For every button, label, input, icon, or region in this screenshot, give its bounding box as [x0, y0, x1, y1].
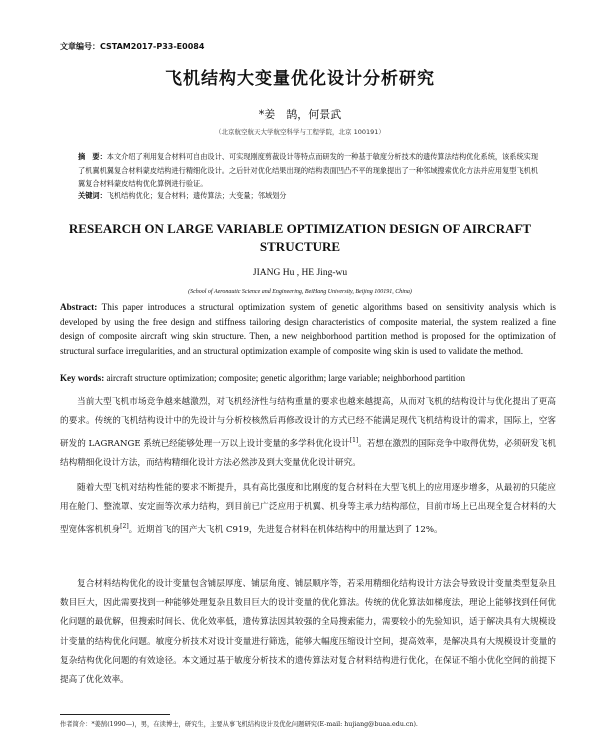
abstract-english-label: Abstract: — [60, 302, 98, 312]
title-chinese: 飞机结构大变量优化设计分析研究 — [165, 69, 435, 89]
keywords-chinese-text: 飞机结构优化；复合材料；遗传算法；大变量；邻域划分 — [106, 191, 287, 200]
body-paragraph-3-text: 复合材料结构优化的设计变量包含铺层厚度、铺层角度、铺层顺序等，若采用精细化结构设计方法会导致设计变量类型复杂且数目巨大，因此需要找到一种能够处理复杂且数目巨大的设计变量的优化算法。传统的优化算法如梯度法，理论上能够找到任何优化问题的最优解，但搜索时间长、优化效率低，遗传算法因其较强的全局搜索能力，需要较小的先验知识，适于解决具有大规模设计变量的结构优化问题。敏度分析技术对设计变量进行筛选，能够大幅度压缩设计空间，提高效率，是解决具有大规模设计变量的复杂结构优化问题的有效途径。本文通过基于敏度分析技术的遗传算法对复合材料结构进行优化，在保证不缩小优化空间的前提下提高了优化效率。 — [60, 579, 556, 686]
body-paragraph-2-text-b: 。近期首飞的国产大飞机 C919，先进复合材料在机体结构中的用量达到了 12%。 — [128, 525, 443, 536]
body-paragraph-1 — [60, 393, 556, 474]
body-paragraph-1-text-b: 。若想在激烈的国际竞争中取得优势，必须研发飞机结构精细化设计方法，而结构精细化设计方法必然涉及到大变量优化设计研究。 — [60, 439, 556, 469]
author-footnote: 作者简介：*姜鹄(1990—)，男，在读博士，研究生，主要从事飞机结构设计及优化问题研究(E-mail: hujiang@buaa.edu.cn). — [60, 721, 418, 728]
keywords-chinese — [78, 191, 540, 201]
authors-english: JIANG Hu , HE Jing-wu — [252, 268, 348, 278]
affiliation-english: (School of Aeronautic Science and Engineering, BeiHang University, Beijing 100191, China) — [188, 289, 412, 295]
keywords-english — [60, 373, 560, 383]
abstract-chinese — [78, 150, 540, 191]
keywords-english-text: aircraft structure optimization; composite; genetic algorithm; large variable; neighborhood partition — [104, 373, 465, 383]
abstract-chinese-label: 摘 要： — [78, 152, 107, 161]
body-paragraph-3 — [60, 575, 556, 690]
citation-1: [1] — [349, 437, 359, 445]
authors-chinese: *姜 鹄，何景武 — [258, 108, 342, 121]
abstract-chinese-text: 本文介绍了利用复合材料可自由设计、可实现刚度剪裁设计等特点而研发的一种基于敏度分析技术的遗传算法结构优化系统，该系统实现了机翼机翼复合材料蒙皮结构进行精细化设计。之后针对优化结果出现的结构表面凹凸不平的现象提出了一种邻域搜索优化方法并应用复型飞机机翼复合材料蒙皮结构优化算例进行验证。 — [78, 152, 539, 188]
citation-2: [2] — [120, 523, 129, 531]
abstract-english — [60, 300, 556, 358]
abstract-english-text: This paper introduces a structural optimization system of genetic algorithms based on sensitivity analysis which is developed by using the free design and stiffness tailoring design characteristics of composite material, the system realized a fine design of composite aircraft wing skin structure. Then, a new neighborhood partition method is proposed for the optimization of structural surface irregularities, and an structural optimization example of composite wing skin is used to validate the method. — [60, 302, 556, 356]
title-english: RESEARCH ON LARGE VARIABLE OPTIMIZATION DESIGN OF AIRCRAFT STRUCTURE — [68, 221, 532, 254]
article-number: 文章编号：CSTAM2017-P33-E0084 — [60, 42, 205, 51]
footnote-divider — [60, 714, 170, 715]
affiliation-chinese: （北京航空航天大学航空科学与工程学院，北京 100191） — [215, 128, 385, 136]
body-paragraph-1-text-a: 当前大型飞机市场竞争越来越激烈，对飞机经济性与结构重量的要求也越来越提高，从而对飞机的结构设计与优化提出了更高的要求。传统的飞机结构设计中的先设计与分析校核然后再修改设计的方式已经不能满足现代飞机结构设计的需求，国际上，空客研发的 LAGRANGE 系统已经能够处理一万以上设计变量的多学科优化设计 — [60, 397, 556, 450]
body-paragraph-2-text-a: 随着大型飞机对结构性能的要求不断提升，具有高比强度和比刚度的复合材料在大型飞机上的应用逐步增多，从最初的只能应用在舱门、整流罩、安定面等次承力结构，到目前已广泛应用于机翼、机身等主承力结构部位，目前市场上已出现全复合材料的大型宽体客机机身 — [60, 483, 556, 536]
keywords-english-label: Key words: — [60, 373, 105, 383]
keywords-chinese-label: 关键词： — [78, 191, 107, 200]
body-paragraph-2 — [60, 479, 556, 540]
